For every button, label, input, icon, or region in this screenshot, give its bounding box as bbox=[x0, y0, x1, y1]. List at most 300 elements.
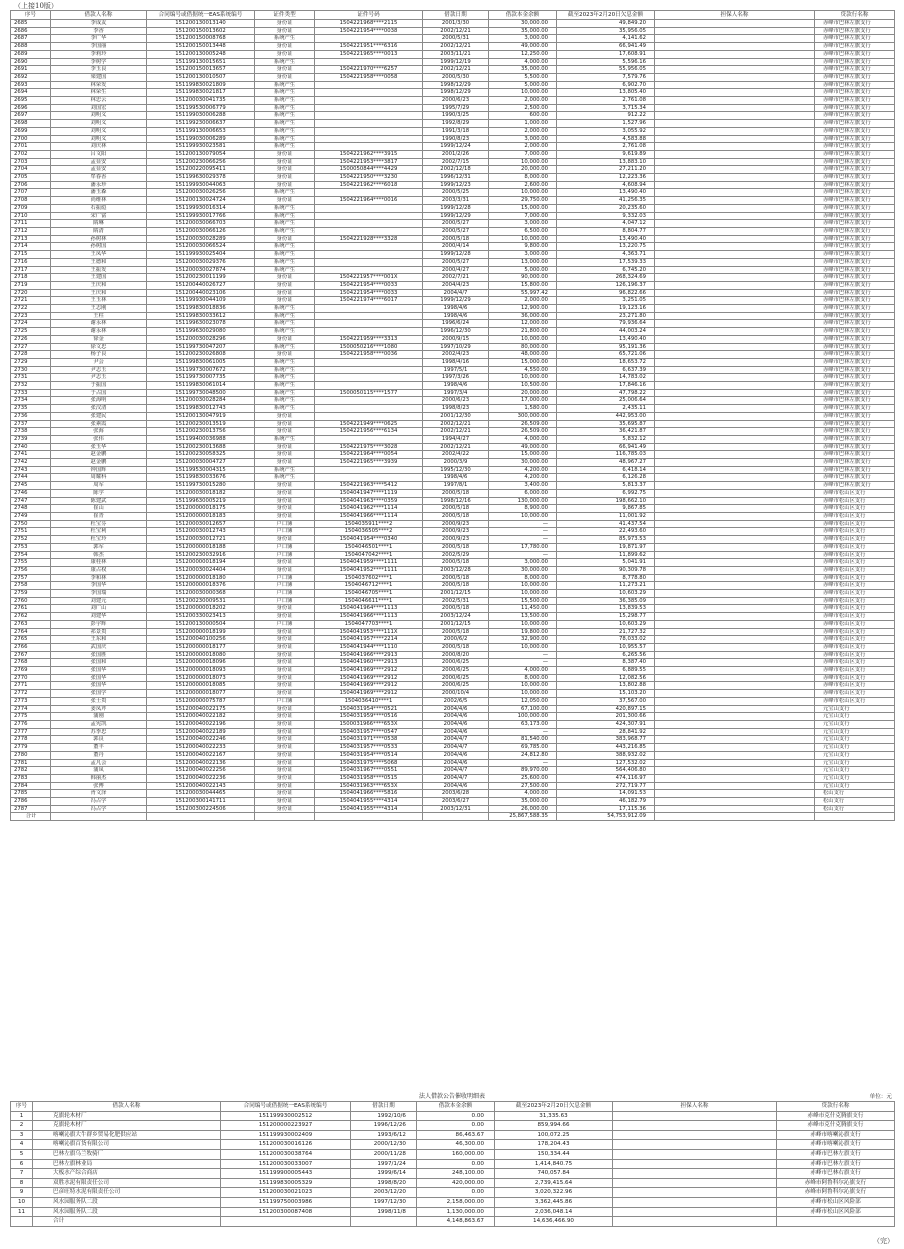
table-cell: 151200040022167 bbox=[147, 751, 255, 759]
table-cell: 11,273.21 bbox=[557, 582, 655, 590]
table-cell: 2771 bbox=[11, 682, 51, 690]
table-cell: 赤峰市巴林左旗支行 bbox=[815, 374, 895, 382]
table-cell: 2003/12/20 bbox=[351, 1188, 417, 1198]
table-cell: 蒲凤 bbox=[51, 767, 147, 775]
table-row bbox=[11, 127, 895, 135]
table-cell: 1504221962****6018 bbox=[315, 181, 423, 189]
table-row bbox=[11, 174, 895, 182]
table-cell: 8,804.77 bbox=[557, 227, 655, 235]
table-cell: 2739 bbox=[11, 435, 51, 443]
table-cell: 赤峰市巴林左旗支行 bbox=[815, 289, 895, 297]
table-cell: 姜凤芹 bbox=[51, 705, 147, 713]
table-cell: 12,250.00 bbox=[489, 50, 557, 58]
table-row bbox=[11, 466, 895, 474]
table-cell: 身份证 bbox=[255, 451, 315, 459]
table-cell: 2,036,048.14 bbox=[495, 1207, 613, 1217]
table-row bbox=[11, 443, 895, 451]
table-cell: 30,000.00 bbox=[489, 566, 557, 574]
table-cell: 151200000018177 bbox=[147, 643, 255, 651]
table-cell bbox=[315, 35, 423, 43]
table-cell: 912.22 bbox=[557, 112, 655, 120]
table-cell: 刘国宏 bbox=[51, 104, 147, 112]
table-row bbox=[11, 782, 895, 790]
table-cell: 张汉清 bbox=[51, 405, 147, 413]
table-cell: 赤峰市松山区支行 bbox=[815, 513, 895, 521]
table-cell: 17,780.00 bbox=[489, 543, 557, 551]
table-cell: 身份证 bbox=[255, 351, 315, 359]
table-row bbox=[11, 566, 895, 574]
table-cell: 1504221954****0033 bbox=[315, 281, 423, 289]
table-cell: 151200040022256 bbox=[147, 767, 255, 775]
table-cell: 赤峰市巴林左旗支行 bbox=[815, 420, 895, 428]
table-cell bbox=[655, 613, 815, 621]
table-cell: 2716 bbox=[11, 258, 51, 266]
table-cell: 赤峰市喀喇沁旗支行 bbox=[777, 1130, 895, 1140]
table-cell: 孟显安 bbox=[51, 166, 147, 174]
table-row bbox=[11, 289, 895, 297]
table-cell: 1504041944****1110 bbox=[315, 643, 423, 651]
table-cell: 赤峰市松山区支行 bbox=[815, 690, 895, 698]
table-cell: 2718 bbox=[11, 274, 51, 282]
table-cell: 2002/6/5 bbox=[423, 697, 489, 705]
table-row bbox=[11, 805, 895, 813]
table-cell: 2758 bbox=[11, 582, 51, 590]
table-cell: 55,956.05 bbox=[557, 66, 655, 74]
table-cell: 系统产生 bbox=[255, 251, 315, 259]
table-cell: 151199730047207 bbox=[147, 343, 255, 351]
table-cell: 赤峰市松山区支行 bbox=[815, 590, 895, 598]
table-cell: 2687 bbox=[11, 35, 51, 43]
table-cell: 5,500.00 bbox=[489, 73, 557, 81]
table-cell: 740,057.84 bbox=[495, 1169, 613, 1179]
table-cell bbox=[655, 782, 815, 790]
table-cell bbox=[655, 181, 815, 189]
table-cell: 赤峰市巴林左旗支行 bbox=[815, 181, 895, 189]
table-cell: 1504041963****0359 bbox=[315, 497, 423, 505]
table-cell bbox=[655, 482, 815, 490]
table-row bbox=[11, 50, 895, 58]
table-cell: 2740 bbox=[11, 443, 51, 451]
table-cell: 系统产生 bbox=[255, 81, 315, 89]
table-cell: 13,805.40 bbox=[557, 89, 655, 97]
table-cell: 系统产生 bbox=[255, 127, 315, 135]
table-cell: 4,200.00 bbox=[489, 474, 557, 482]
table-cell: 22,493.60 bbox=[557, 528, 655, 536]
table-cell: 1504221975****3028 bbox=[315, 443, 423, 451]
table-row bbox=[11, 135, 895, 143]
table-cell bbox=[655, 204, 815, 212]
table-cell: 130,000.00 bbox=[489, 497, 557, 505]
table-cell: 元宝山支行 bbox=[815, 736, 895, 744]
table-cell: 1998/4/6 bbox=[423, 474, 489, 482]
table-cell: 赤峰市阿鲁科尔沁旗支行 bbox=[777, 1188, 895, 1198]
unit-label: 单位：元 bbox=[869, 1094, 892, 1100]
table-cell: 1504221953****3817 bbox=[315, 158, 423, 166]
table-cell: 116,785.03 bbox=[557, 451, 655, 459]
total-cell bbox=[11, 1217, 33, 1227]
table-cell: 系统产生 bbox=[255, 466, 315, 474]
table-cell: 1504041966****1113 bbox=[315, 613, 423, 621]
table-cell: 2003/3/31 bbox=[423, 197, 489, 205]
table-cell: 张海 bbox=[51, 428, 147, 436]
table-cell: 身份证 bbox=[255, 705, 315, 713]
table-cell: 2785 bbox=[11, 790, 51, 798]
table-cell: 王庆和 bbox=[51, 289, 147, 297]
table-cell: 100,072.25 bbox=[495, 1130, 613, 1140]
table-cell: 65,721.06 bbox=[557, 351, 655, 359]
table-cell: 66,941.49 bbox=[557, 43, 655, 51]
table-cell: 15,500.00 bbox=[489, 597, 557, 605]
table-cell: 2736 bbox=[11, 412, 51, 420]
table-cell: 2000/6/2 bbox=[423, 636, 489, 644]
table-cell: 2004/4/6 bbox=[423, 705, 489, 713]
table-cell: 2000/5/27 bbox=[423, 258, 489, 266]
continuation-note-bottom: （完） bbox=[873, 1237, 894, 1245]
table-cell: 151200130024724 bbox=[147, 197, 255, 205]
table-cell bbox=[655, 559, 815, 567]
total-cell bbox=[613, 1217, 777, 1227]
table-cell: 身份证 bbox=[255, 566, 315, 574]
table-cell: 63,173.00 bbox=[489, 720, 557, 728]
table-cell bbox=[655, 690, 815, 698]
table-cell: — bbox=[489, 551, 557, 559]
table-cell: 2000/6/23 bbox=[423, 97, 489, 105]
table-cell bbox=[655, 104, 815, 112]
table-row bbox=[11, 189, 895, 197]
table-cell: 2733 bbox=[11, 389, 51, 397]
table-cell: 46,300.00 bbox=[417, 1140, 495, 1150]
table-cell bbox=[655, 651, 815, 659]
table-cell bbox=[315, 189, 423, 197]
table-cell: 2764 bbox=[11, 628, 51, 636]
table-cell: 身份证 bbox=[255, 497, 315, 505]
table-cell: 3,362,445.86 bbox=[495, 1197, 613, 1207]
table-cell: 元宝山支行 bbox=[815, 720, 895, 728]
table-cell bbox=[613, 1178, 777, 1188]
table-cell bbox=[655, 790, 815, 798]
table-cell: 151200440026727 bbox=[147, 281, 255, 289]
table-cell: 赤峰市巴林左旗支行 bbox=[815, 143, 895, 151]
table-cell: 151200030027874 bbox=[147, 266, 255, 274]
table-cell: 9 bbox=[11, 1188, 33, 1198]
table-cell bbox=[655, 127, 815, 135]
table-cell: 4,000.00 bbox=[489, 667, 557, 675]
table-cell: 2691 bbox=[11, 66, 51, 74]
table-cell: 1504221964****0016 bbox=[315, 197, 423, 205]
table-cell: 身份证 bbox=[255, 235, 315, 243]
table-cell: 10,000.00 bbox=[489, 590, 557, 598]
table-cell: 克旗轮木材厂 bbox=[33, 1121, 221, 1131]
table-cell: 2004/4/7 bbox=[423, 736, 489, 744]
table-row bbox=[11, 374, 895, 382]
table-cell: 2000/5/27 bbox=[423, 227, 489, 235]
table-cell: 100,000.00 bbox=[489, 713, 557, 721]
table-cell bbox=[315, 358, 423, 366]
table-cell: 李成友 bbox=[51, 20, 147, 28]
table-cell: 2722 bbox=[11, 305, 51, 313]
table-cell: 151200030044465 bbox=[147, 790, 255, 798]
table-cell bbox=[655, 489, 815, 497]
table-cell: 151200130000504 bbox=[147, 620, 255, 628]
total-cell bbox=[255, 813, 315, 821]
column-header: 贷款行名称 bbox=[815, 11, 895, 20]
table-cell bbox=[315, 220, 423, 228]
table-cell: 1504221928****3328 bbox=[315, 235, 423, 243]
table-cell: 赤峰市巴林左旗支行 bbox=[815, 305, 895, 313]
table-cell: 武国庆 bbox=[51, 643, 147, 651]
table-cell: 25,600.00 bbox=[489, 774, 557, 782]
table-cell: 2741 bbox=[11, 451, 51, 459]
table-cell: 系统产生 bbox=[255, 312, 315, 320]
table-cell: 10,000.00 bbox=[489, 235, 557, 243]
table-cell: 户口簿 bbox=[255, 582, 315, 590]
table-cell: 赤峰市松山区支行 bbox=[815, 551, 895, 559]
table-cell bbox=[315, 366, 423, 374]
table-cell: 150,334.44 bbox=[495, 1149, 613, 1159]
table-cell: 赤峰市松山区支行 bbox=[815, 582, 895, 590]
table-cell: 1998/11/8 bbox=[351, 1207, 417, 1217]
table-cell: 2685 bbox=[11, 20, 51, 28]
table-cell: 2720 bbox=[11, 289, 51, 297]
table-cell: 2699 bbox=[11, 127, 51, 135]
table-cell: 系统产生 bbox=[255, 243, 315, 251]
table-cell: 1504046705****1 bbox=[315, 590, 423, 598]
table-cell: 19,871.97 bbox=[557, 543, 655, 551]
table-cell: 王柱 bbox=[51, 312, 147, 320]
table-cell: 2001/2/26 bbox=[423, 150, 489, 158]
table-cell: 151200000075787 bbox=[147, 697, 255, 705]
table-cell: 151199130006653 bbox=[147, 127, 255, 135]
table-cell: 151199530004315 bbox=[147, 466, 255, 474]
table-cell bbox=[315, 405, 423, 413]
table-cell bbox=[655, 543, 815, 551]
table-cell: 尹志玉 bbox=[51, 366, 147, 374]
table-row bbox=[11, 266, 895, 274]
table-cell bbox=[315, 104, 423, 112]
table-cell: 151200030000368 bbox=[147, 590, 255, 598]
table-cell: 冯占学 bbox=[51, 805, 147, 813]
table-cell: 2717 bbox=[11, 266, 51, 274]
table-cell: 陈建武 bbox=[51, 497, 147, 505]
table-cell bbox=[613, 1197, 777, 1207]
table-cell: 6,500.00 bbox=[489, 227, 557, 235]
table-cell: 15,103.20 bbox=[557, 690, 655, 698]
table-cell: 尚维林 bbox=[51, 197, 147, 205]
table-cell: 95,191.36 bbox=[557, 343, 655, 351]
table-cell: 赤峰市巴林左旗支行 bbox=[815, 227, 895, 235]
table-cell bbox=[655, 120, 815, 128]
table-row bbox=[11, 320, 895, 328]
table-cell: 151200440023106 bbox=[147, 289, 255, 297]
table-cell: 1504037602****1 bbox=[315, 574, 423, 582]
table-cell: 赤峰市巴林左旗支行 bbox=[815, 351, 895, 359]
table-cell: 系统产生 bbox=[255, 328, 315, 336]
table-cell: 4,200.00 bbox=[489, 466, 557, 474]
table-cell: 151200000018376 bbox=[147, 582, 255, 590]
table-cell: 151199930025404 bbox=[147, 251, 255, 259]
table-row bbox=[11, 528, 895, 536]
table-cell bbox=[613, 1169, 777, 1179]
table-cell: 151199830018836 bbox=[147, 305, 255, 313]
table-cell: 赤峰市松山区支行 bbox=[815, 620, 895, 628]
table-cell bbox=[655, 189, 815, 197]
table-cell: 系统产生 bbox=[255, 112, 315, 120]
table-row bbox=[11, 204, 895, 212]
total-cell bbox=[655, 813, 815, 821]
table-cell: 6,889.55 bbox=[557, 667, 655, 675]
table-cell bbox=[655, 374, 815, 382]
column-header: 截至2023年2月20日欠息金额 bbox=[557, 11, 655, 20]
table-cell: 3,000.00 bbox=[489, 251, 557, 259]
table-cell: 27,211.20 bbox=[557, 166, 655, 174]
table-cell: 2711 bbox=[11, 220, 51, 228]
table-cell: 1504041966****5816 bbox=[315, 790, 423, 798]
table-row bbox=[11, 597, 895, 605]
table-row bbox=[11, 605, 895, 613]
table-cell: 2,761.08 bbox=[557, 97, 655, 105]
personal-loan-collection-table bbox=[10, 10, 895, 821]
table-cell: 151200150008768 bbox=[147, 35, 255, 43]
table-cell: 2723 bbox=[11, 312, 51, 320]
table-cell: 2000/5/18 bbox=[423, 643, 489, 651]
table-row bbox=[11, 651, 895, 659]
table-cell: 1504031975****5068 bbox=[315, 759, 423, 767]
table-cell: 身份证 bbox=[255, 166, 315, 174]
table-cell: 2704 bbox=[11, 166, 51, 174]
table-cell: 388,932.02 bbox=[557, 751, 655, 759]
table-cell: 1504221974****6017 bbox=[315, 297, 423, 305]
table-cell: 户口簿 bbox=[255, 543, 315, 551]
table-cell: 151199830061005 bbox=[147, 358, 255, 366]
table-cell: 6,000.00 bbox=[489, 489, 557, 497]
table-cell: 8,000.00 bbox=[489, 574, 557, 582]
table-cell: 李国华 bbox=[51, 582, 147, 590]
table-cell: 151200030024404 bbox=[147, 566, 255, 574]
table-cell: 杨子良 bbox=[51, 351, 147, 359]
table-cell: 2727 bbox=[11, 343, 51, 351]
table-cell: 祁景贵 bbox=[51, 628, 147, 636]
table-cell: 身份证 bbox=[255, 767, 315, 775]
table-cell: 王玉林 bbox=[51, 297, 147, 305]
table-cell: 14,091.53 bbox=[557, 790, 655, 798]
table-cell: 23,271.80 bbox=[557, 312, 655, 320]
table-cell: 2765 bbox=[11, 636, 51, 644]
total-cell bbox=[351, 1217, 417, 1227]
table-cell bbox=[655, 382, 815, 390]
table-cell: 赤峰市松山区支行 bbox=[815, 651, 895, 659]
table-cell: 身份证 bbox=[255, 713, 315, 721]
table-cell bbox=[315, 127, 423, 135]
table-cell: 35,000.00 bbox=[489, 27, 557, 35]
table-cell: 1504221958****0058 bbox=[315, 73, 423, 81]
table-cell: 2000/3/9 bbox=[423, 459, 489, 467]
table-cell: 元宝山支行 bbox=[815, 728, 895, 736]
table-cell: 151200000018085 bbox=[147, 682, 255, 690]
table-cell: 赤峰市巴林左旗支行 bbox=[815, 197, 895, 205]
table-cell: 3,000.00 bbox=[489, 559, 557, 567]
table-cell bbox=[655, 682, 815, 690]
table-cell: — bbox=[489, 659, 557, 667]
table-cell: 2770 bbox=[11, 674, 51, 682]
table-cell: 赤峰市松山区支行 bbox=[815, 682, 895, 690]
table-cell: 2777 bbox=[11, 728, 51, 736]
table-cell: 孟显安 bbox=[51, 158, 147, 166]
table-cell: 元宝山支行 bbox=[815, 751, 895, 759]
table-cell: 49,000.00 bbox=[489, 43, 557, 51]
table-cell: 1997/10/29 bbox=[423, 343, 489, 351]
table-cell: 8,900.00 bbox=[489, 505, 557, 513]
table-cell: 0.00 bbox=[417, 1159, 495, 1169]
table-cell: 12,050.00 bbox=[489, 697, 557, 705]
column-header: 担保人名称 bbox=[613, 1102, 777, 1112]
table-cell: 2787 bbox=[11, 805, 51, 813]
table-cell: 赤峰市巴林左旗支行 bbox=[815, 27, 895, 35]
table-cell: 赤峰市巴林左旗支行 bbox=[815, 428, 895, 436]
table-cell: 11,001.92 bbox=[557, 513, 655, 521]
table-cell: 1,130,000.00 bbox=[417, 1207, 495, 1217]
table-cell: 崔青 bbox=[51, 513, 147, 521]
table-cell: 151200030021023 bbox=[221, 1188, 351, 1198]
table-cell: 151199900005443 bbox=[221, 1169, 351, 1179]
table-cell: 李莉玲 bbox=[51, 50, 147, 58]
table-row bbox=[11, 643, 895, 651]
table-cell: 151200000018096 bbox=[147, 659, 255, 667]
table-cell: 系统产生 bbox=[255, 382, 315, 390]
table-cell: 81,540.00 bbox=[489, 736, 557, 744]
table-cell: 1504041955****4314 bbox=[315, 798, 423, 806]
table-cell: 1504031954****0521 bbox=[315, 705, 423, 713]
table-row bbox=[11, 150, 895, 158]
table-cell: 崔山 bbox=[51, 505, 147, 513]
table-cell: 2695 bbox=[11, 97, 51, 105]
table-cell: 2712 bbox=[11, 227, 51, 235]
table-cell: 张建民 bbox=[51, 412, 147, 420]
table-cell: 151199830033612 bbox=[147, 312, 255, 320]
table-cell: 2,000.00 bbox=[489, 97, 557, 105]
table-cell bbox=[655, 320, 815, 328]
table-cell: 元宝山支行 bbox=[815, 759, 895, 767]
table-cell: 1997/3/4 bbox=[423, 389, 489, 397]
table-cell: 孟宪凯 bbox=[51, 720, 147, 728]
table-cell bbox=[655, 97, 815, 105]
table-cell: 刘明义 bbox=[51, 120, 147, 128]
table-cell: 5,000.00 bbox=[489, 81, 557, 89]
table-cell: 10 bbox=[11, 1197, 33, 1207]
table-cell bbox=[315, 435, 423, 443]
table-cell: 1504221970****6257 bbox=[315, 66, 423, 74]
table-cell: 系统产生 bbox=[255, 89, 315, 97]
table-cell: 21,800.00 bbox=[489, 328, 557, 336]
table-cell: 身份证 bbox=[255, 782, 315, 790]
table-cell bbox=[655, 43, 815, 51]
table-cell: 12,082.56 bbox=[557, 674, 655, 682]
table-cell: 王凤华 bbox=[51, 251, 147, 259]
table-cell: 赤峰市巴林左旗支行 bbox=[815, 235, 895, 243]
table-cell: 赤峰市克什克腾旗支行 bbox=[777, 1111, 895, 1121]
table-cell: 赤峰市巴林左旗支行 bbox=[815, 343, 895, 351]
table-cell bbox=[315, 305, 423, 313]
table-cell: 2000/5/18 bbox=[423, 543, 489, 551]
table-cell: 10,603.29 bbox=[557, 590, 655, 598]
table-cell: 系统产生 bbox=[255, 189, 315, 197]
table-cell: 20,000.00 bbox=[489, 389, 557, 397]
table-cell: 1504041969****2912 bbox=[315, 674, 423, 682]
table-cell: 2000/6/25 bbox=[423, 667, 489, 675]
table-cell: 31,335.63 bbox=[495, 1111, 613, 1121]
table-cell bbox=[655, 528, 815, 536]
table-cell: 身份证 bbox=[255, 174, 315, 182]
table-cell: 风水园服务队二段 bbox=[33, 1197, 221, 1207]
